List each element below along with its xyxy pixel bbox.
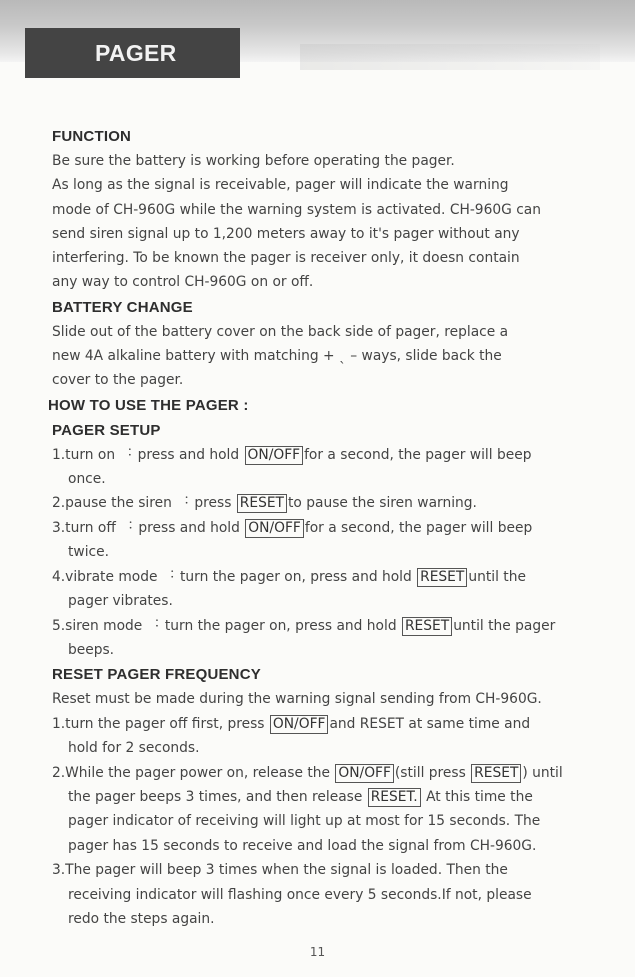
function-heading: FUNCTION	[52, 128, 132, 145]
step-text: ) until	[522, 764, 563, 781]
howto-heading: HOW TO USE THE PAGER :	[48, 396, 249, 414]
step-text: to pause the siren warning.	[288, 495, 477, 512]
reset-heading: RESET PAGER FREQUENCY	[52, 666, 261, 684]
page-title: PAGER	[95, 39, 177, 66]
battery-line: Slide out of the battery cover on the back side of pager, replace a	[52, 323, 509, 340]
reset-intro: Reset must be made during the warning signal sending from CH-960G.	[52, 691, 542, 708]
step-text: 4.vibrate mode ︓ turn the pager on, press and hold	[52, 568, 417, 585]
step-text: until the	[468, 568, 526, 585]
step-continuation: pager vibrates.	[68, 593, 173, 610]
step-continuation: once.	[68, 471, 106, 488]
on-off-key-label: ON/OFF	[245, 519, 304, 538]
step-text: 2.pause the siren ︓ press	[52, 495, 236, 512]
on-off-key-label: ON/OFF	[245, 446, 304, 465]
page-number: 11	[309, 945, 326, 959]
reset-key-label: RESET	[417, 568, 467, 587]
step-text: the pager beeps 3 times, and then release	[68, 788, 367, 805]
function-line: interfering. To be known the pager is receiver only, it doesn contain	[52, 250, 520, 267]
setup-step-turn-on	[52, 443, 612, 467]
on-off-key-label: ON/OFF	[335, 764, 394, 783]
manual-content	[48, 122, 612, 931]
step-text: until the pager	[453, 617, 556, 634]
function-line: Be sure the battery is working before operating the pager.	[52, 153, 455, 169]
step-continuation: pager indicator of receiving will light up at most for 15 seconds. The	[68, 813, 541, 830]
step-continuation: hold for 2 seconds.	[68, 740, 200, 757]
step-text: 1.turn the pager off first, press	[52, 715, 269, 732]
step-text: (still press	[394, 764, 471, 781]
battery-line: new 4A alkaline battery with matching + ˎ – ways, slide back the	[52, 348, 502, 365]
reset-step-1	[52, 712, 612, 736]
reset-step-3: 3.The pager will beep 3 times when the signal is loaded. Then the	[52, 862, 508, 879]
step-continuation: redo the steps again.	[68, 910, 215, 927]
page-title-box	[25, 28, 240, 78]
battery-heading: BATTERY CHANGE	[52, 298, 193, 316]
step-continuation: pager has 15 seconds to receive and load the signal from CH-960G.	[68, 837, 537, 854]
setup-heading: PAGER SETUP	[52, 421, 161, 439]
step-continuation: beeps.	[68, 641, 115, 658]
function-line: send siren signal up to 1,200 meters away to it's pager without any	[52, 225, 520, 242]
setup-step-pause	[52, 491, 612, 515]
reset-key-label: RESET	[471, 764, 521, 783]
function-line: mode of CH-960G while the warning system is activated. CH-960G can	[52, 201, 542, 218]
reset-step-2	[52, 761, 612, 785]
setup-step-siren	[52, 614, 612, 638]
reset-key-label: RESET	[402, 617, 452, 636]
header-ghost-decoration	[300, 44, 600, 70]
step-text: for a second, the pager will beep	[304, 446, 532, 463]
step-continuation: twice.	[68, 544, 109, 561]
function-line: As long as the signal is receivable, pager will indicate the warning	[52, 177, 509, 194]
step-text: At this time the	[421, 788, 533, 805]
step-text: 3.turn off ︓ press and hold	[52, 519, 245, 536]
step-text: 5.siren mode ︓ turn the pager on, press and hold	[52, 617, 401, 634]
battery-line: cover to the pager.	[52, 372, 184, 389]
step-text: 1.turn on ︓ press and hold	[52, 446, 244, 463]
step-text: for a second, the pager will beep	[304, 519, 533, 536]
reset-key-label: RESET.	[368, 788, 421, 807]
setup-step-vibrate	[52, 565, 612, 589]
step-continuation	[52, 785, 612, 809]
setup-step-turn-off	[52, 516, 612, 540]
function-line: any way to control CH-960G on or off.	[52, 274, 314, 291]
reset-key-label: RESET	[237, 494, 287, 513]
on-off-key-label: ON/OFF	[270, 715, 329, 734]
step-text: 2.While the pager power on, release the	[52, 764, 335, 781]
step-continuation: receiving indicator will flashing once every 5 seconds.If not, please	[68, 886, 532, 903]
step-text: and RESET at same time and	[329, 715, 531, 732]
